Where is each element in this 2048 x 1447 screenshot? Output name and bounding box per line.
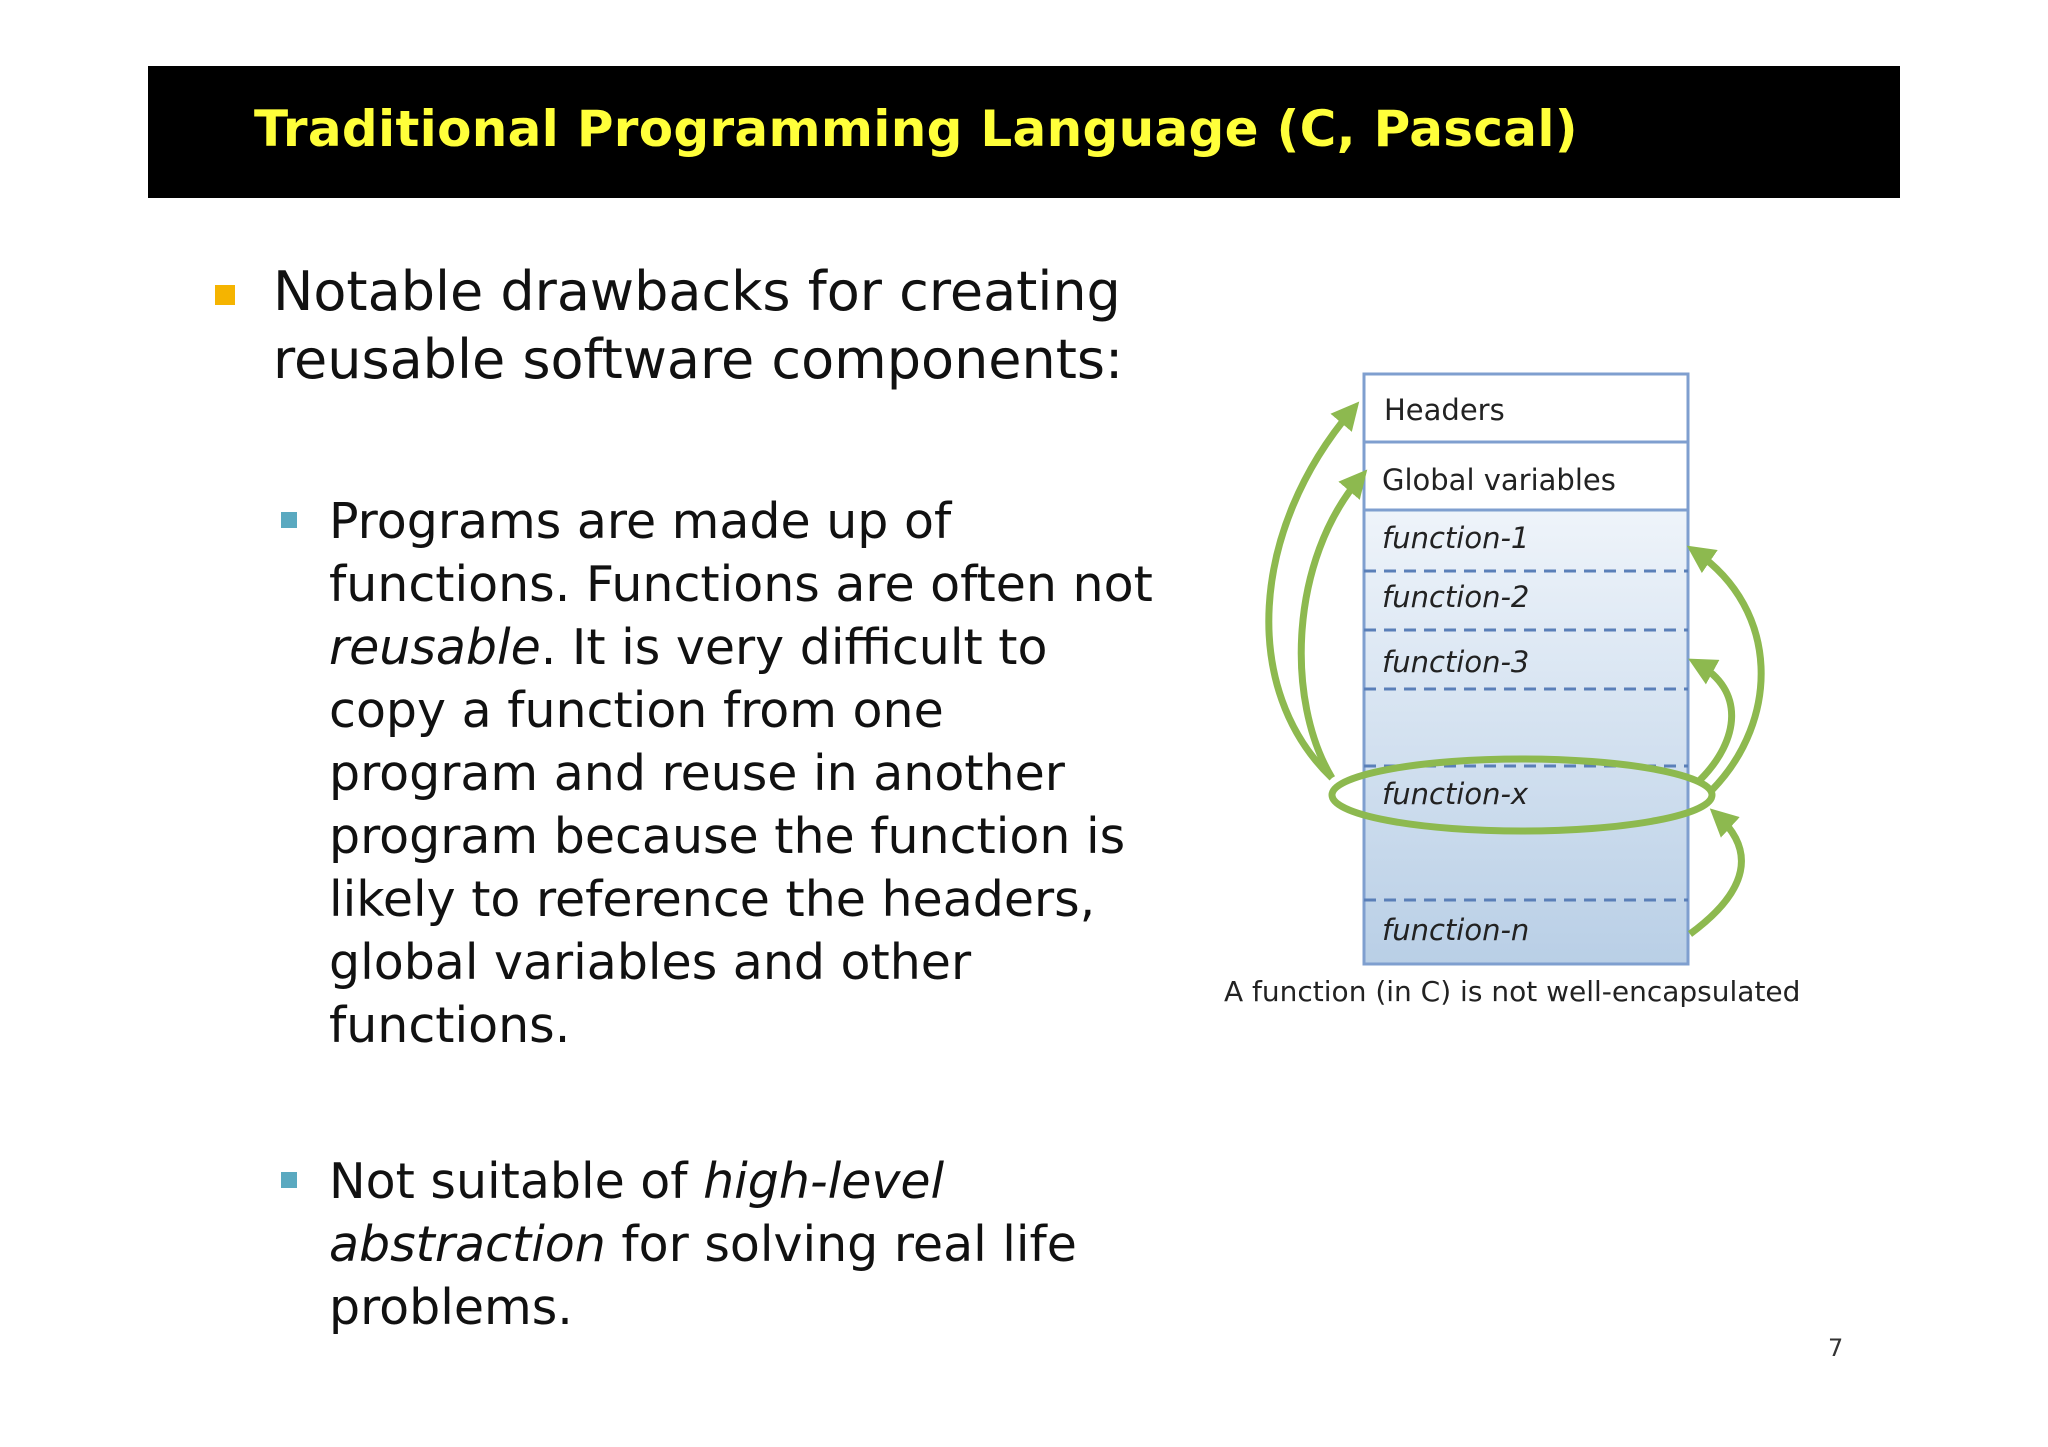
text-line: Programs are made up of — [329, 493, 952, 550]
text-line: functions. — [329, 997, 571, 1054]
text-line: copy a function from one — [329, 682, 944, 739]
main-bullet-text: Notable drawbacks for creating reusable software components: — [273, 260, 1124, 391]
label-function-n: function-n — [1382, 913, 1530, 947]
text-line: functions. Functions are often not — [329, 556, 1153, 613]
text-line: program because the function is — [329, 808, 1126, 865]
bullet-square-icon — [215, 285, 235, 305]
label-function-x: function-x — [1382, 777, 1529, 811]
figure-caption: A function (in C) is not well-encapsulated — [1224, 975, 1801, 1008]
label-function-1: function-1 — [1382, 521, 1530, 555]
text-line: global variables and other — [329, 934, 972, 991]
arrow-from-function-n — [1690, 816, 1741, 934]
text-line: problems. — [329, 1279, 573, 1336]
sub-bullet-square-icon — [281, 1172, 297, 1188]
page-number: 7 — [1828, 1334, 1844, 1362]
sub-bullet-1-text — [329, 490, 1209, 1057]
label-globals: Global variables — [1382, 463, 1616, 497]
text-line: abstraction for solving real life — [329, 1216, 1077, 1273]
sub-bullet-2-text — [329, 1150, 1209, 1339]
text-line: reusable. It is very difficult to — [329, 619, 1048, 676]
arrow-to-globals — [1301, 478, 1360, 778]
function-encapsulation-diagram — [1210, 360, 1870, 1040]
arrow-to-function-3 — [1698, 664, 1732, 780]
text-line: likely to reference the headers, — [329, 871, 1096, 928]
label-function-2: function-2 — [1382, 580, 1530, 614]
title-bar — [148, 66, 1900, 198]
label-headers: Headers — [1384, 393, 1505, 427]
text-line: program and reuse in another — [329, 745, 1065, 802]
text-line: Not suitable of high-level — [329, 1153, 945, 1210]
label-function-3: function-3 — [1382, 645, 1530, 679]
sub-bullet-square-icon — [281, 512, 297, 528]
slide-title: Traditional Programming Language (C, Pascal) — [254, 100, 1578, 158]
